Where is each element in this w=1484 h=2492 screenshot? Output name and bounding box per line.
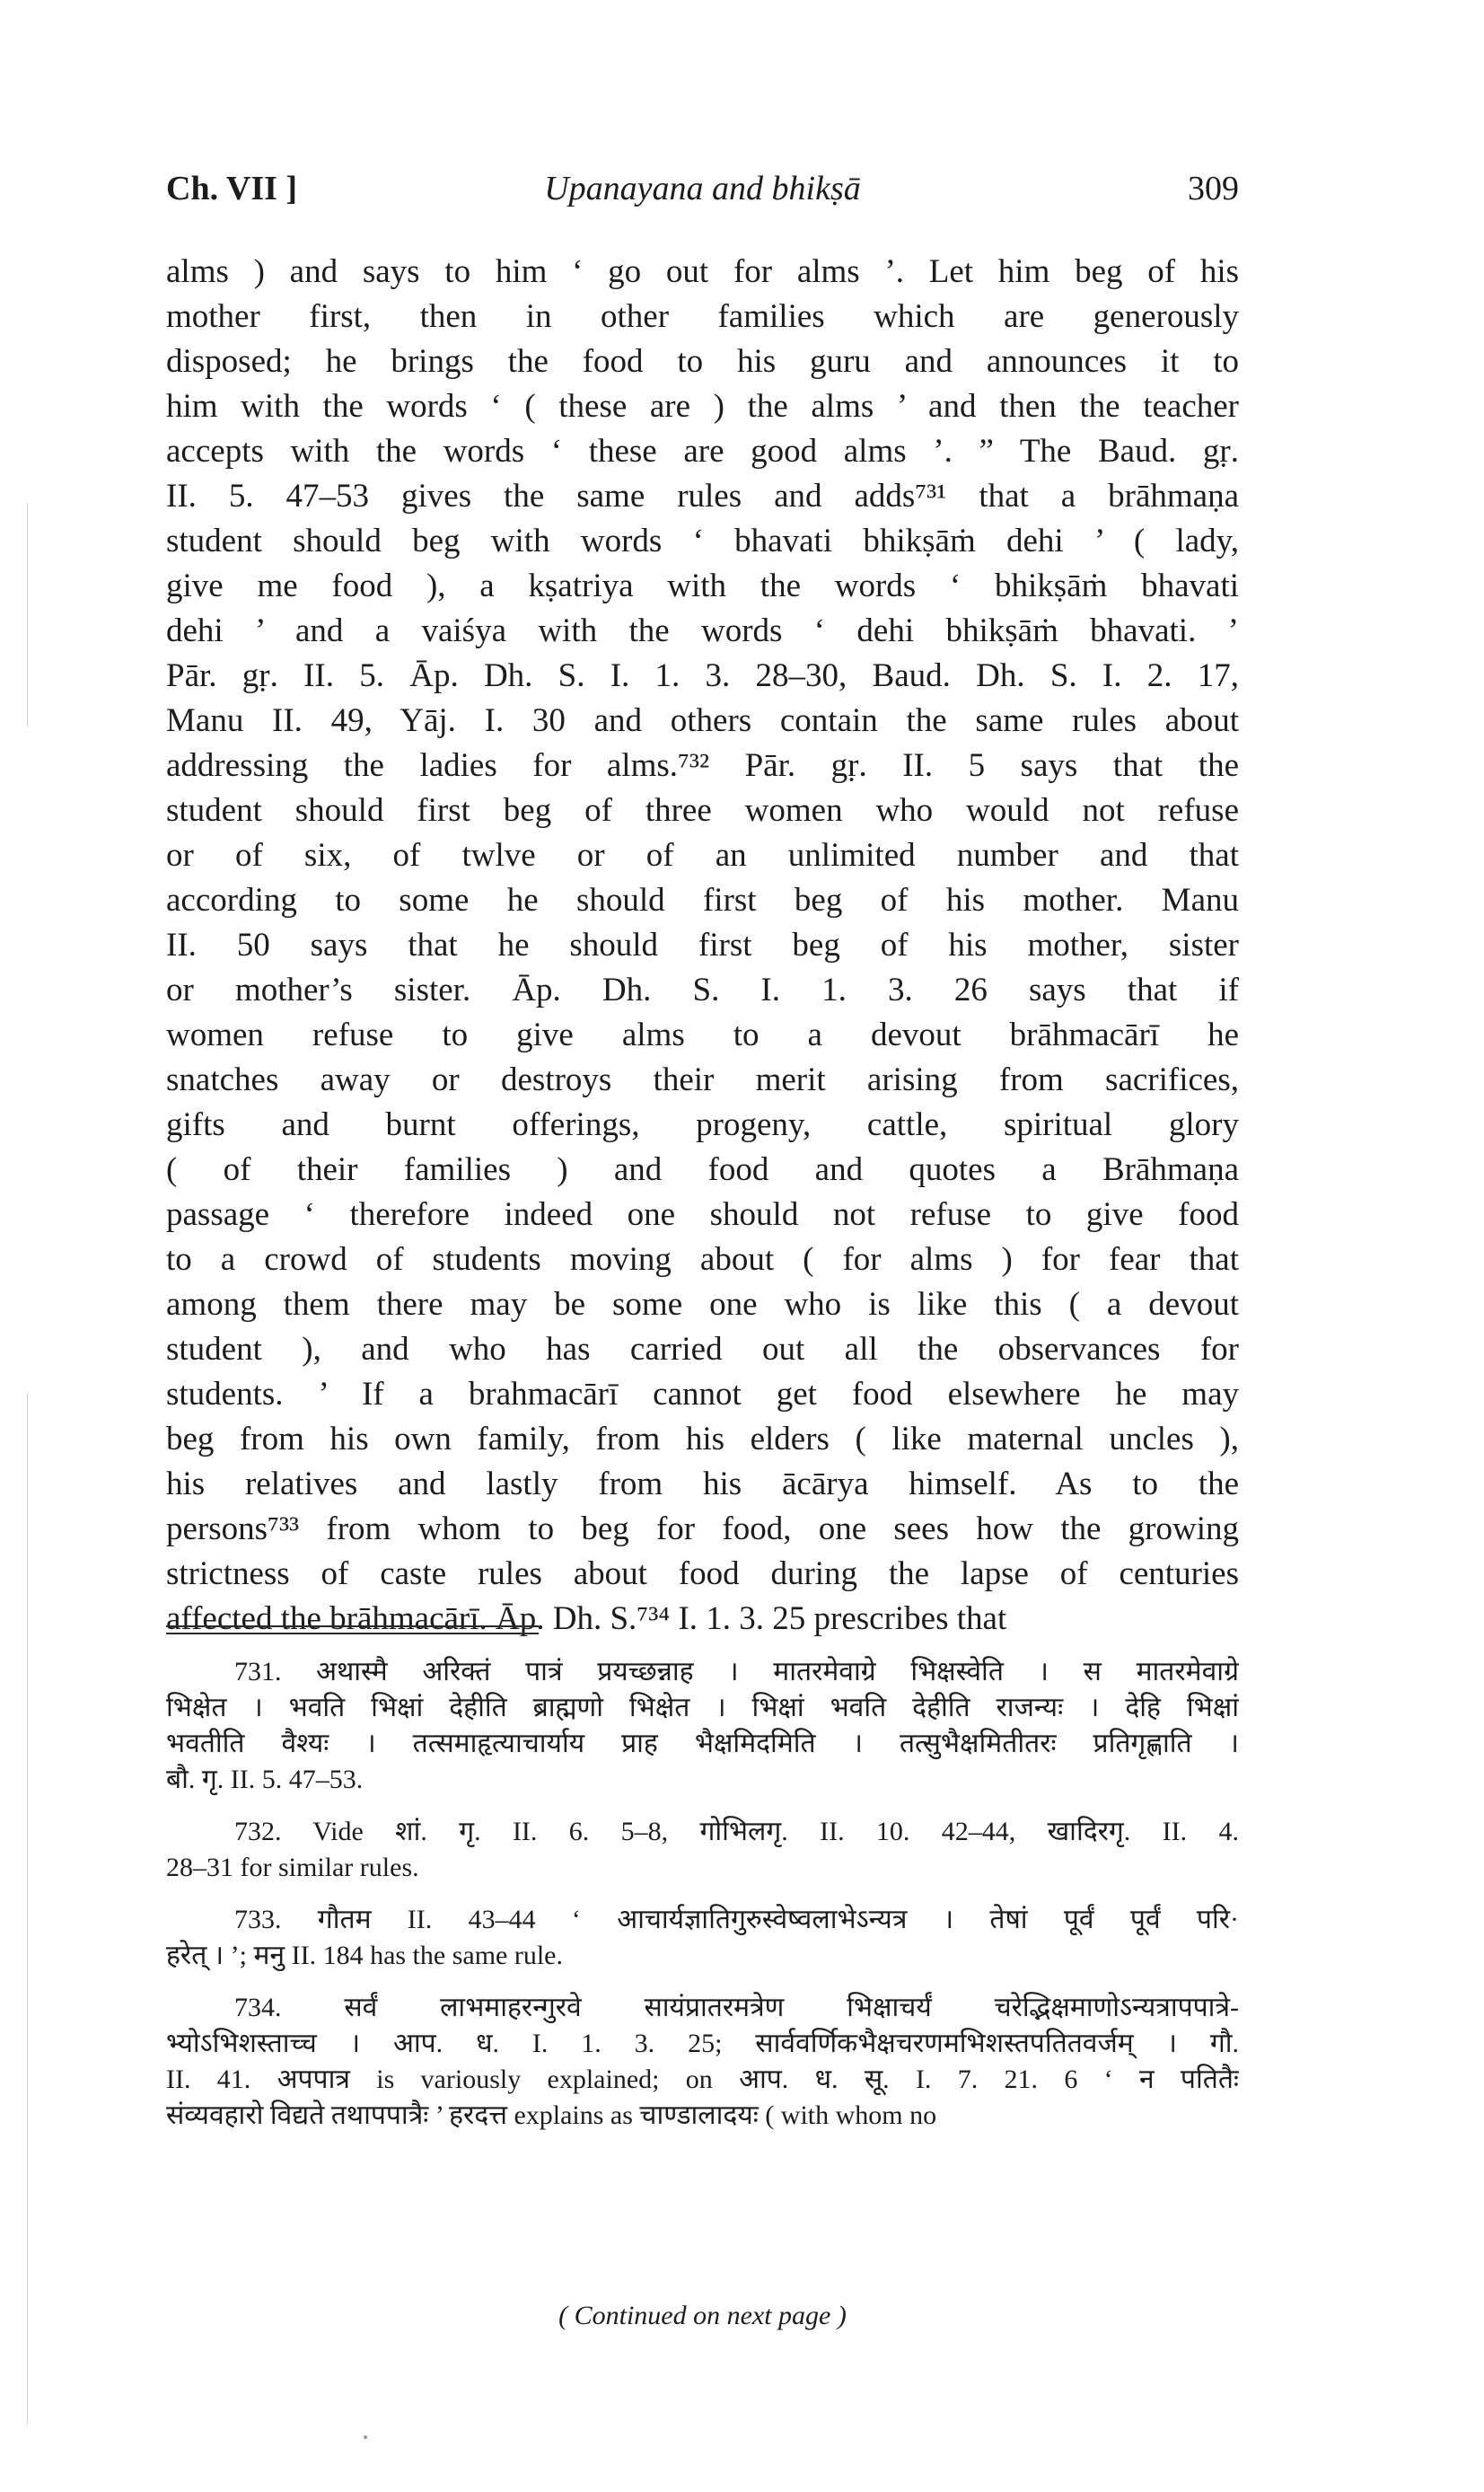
text-line: dehi ’ and a vaiśya with the words ‘ dehi bhikṣāṁ bhavati. ’: [166, 612, 1239, 649]
text-line: Manu II. 49, Yāj. I. 30 and others contain the same rules about: [166, 702, 1239, 739]
text-line: him with the words ‘ ( these are ) the alms ’ and then the teacher: [166, 388, 1239, 425]
footnote-line: भिक्षेत । भवति भिक्षां देहीति ब्राह्मणो भिक्षेत । भिक्षां भवति देहीति राजन्यः । देहि भिक्षां: [166, 1693, 1239, 1722]
running-title: Upanayana and bhikṣā: [544, 170, 861, 207]
text-line: women refuse to give alms to a devout brāhmacārī he: [166, 1017, 1239, 1053]
text-line: II. 5. 47–53 gives the same rules and adds⁷³¹ that a brāhmaṇa: [166, 478, 1239, 515]
text-line: student ), and who has carried out all the observances for: [166, 1331, 1239, 1368]
footnote-line: भवतीति वैश्यः । तत्समाहृत्याचार्याय प्राह भैक्षमिदमिति । तत्सुभैक्षमितीतरः प्रतिगृह्णाति ।: [166, 1729, 1239, 1758]
text-line: strictness of caste rules about food during the lapse of centuries: [166, 1555, 1239, 1592]
footnote: [166, 1814, 1239, 1886]
text-line: passage ‘ therefore indeed one should not refuse to give food: [166, 1196, 1239, 1233]
page-number: 309: [1188, 170, 1239, 207]
text-line: affected the brāhmacārī. Āp. Dh. S.⁷³⁴ I. 1. 3. 25 prescribes that: [166, 1600, 1007, 1637]
text-line: accepts with the words ‘ these are good alms ’. ” The Baud. gṛ.: [166, 433, 1239, 470]
text-line: student should beg with words ‘ bhavati bhikṣāṁ dehi ’ ( lady,: [166, 523, 1239, 559]
footnote-line: बौ. गृ. II. 5. 47–53.: [166, 1765, 364, 1794]
text-line: his relatives and lastly from his ācārya himself. As to the: [166, 1466, 1239, 1502]
continued-note: ( Continued on next page ): [558, 2301, 847, 2330]
text-line: disposed; he brings the food to his guru and announces it to: [166, 343, 1239, 380]
scan-speck: [364, 2435, 367, 2439]
chapter-label: Ch. VII ]: [166, 170, 298, 207]
text-line: or mother’s sister. Āp. Dh. S. I. 1. 3. 26 says that if: [166, 972, 1239, 1008]
text-line: among them there may be some one who is like this ( a devout: [166, 1286, 1239, 1323]
footnote-line: संव्यवहारो विद्यते तथापपात्रैः ’ हरदत्त explains as चाण्डालादयः ( with whom no: [166, 2100, 937, 2130]
text-line: snatches away or destroys their merit arising from sacrifices,: [166, 1061, 1239, 1098]
text-line: alms ) and says to him ‘ go out for alms ’. Let him beg of his: [166, 253, 1239, 290]
text-line: Pār. gṛ. II. 5. Āp. Dh. S. I. 1. 3. 28–30, Baud. Dh. S. I. 2. 17,: [166, 657, 1239, 694]
running-header: [166, 169, 1239, 214]
text-line: to a crowd of students moving about ( for alms ) for fear that: [166, 1241, 1239, 1278]
text-line: II. 50 says that he should first beg of his mother, sister: [166, 927, 1239, 964]
footnotes: [166, 1654, 1239, 2150]
text-line: ( of their families ) and food and quotes a Brāhmaṇa: [166, 1151, 1239, 1188]
footnote-line: 734. सर्वं लाभमाहरन्गुरवे सायंप्रातरमत्रेण भिक्षाचर्यं चरेद्भिक्षमाणोऽन्यत्रापपात्रे-: [234, 1993, 1239, 2022]
text-line: addressing the ladies for alms.⁷³² Pār. gṛ. II. 5 says that the: [166, 747, 1239, 784]
footnote-line: II. 41. अपपात्र is variously explained; on आप. ध. सू. I. 7. 21. 6 ‘ न पतितैः: [166, 2065, 1239, 2094]
text-line: or of six, of twlve or of an unlimited number and that: [166, 837, 1239, 874]
text-line: students. ’ If a brahmacārī cannot get food elsewhere he may: [166, 1376, 1239, 1413]
text-line: give me food ), a kṣatriya with the words ‘ bhikṣāṁ bhavati: [166, 568, 1239, 604]
text-line: according to some he should first beg of his mother. Manu: [166, 882, 1239, 919]
footnote: [166, 1990, 1239, 2134]
footnote-line: 731. अथास्मै अरिक्तं पात्रं प्रयच्छन्नाह । मातरमेवाग्रे भिक्षस्वेति । स मातरमेवाग्रे: [234, 1657, 1239, 1686]
text-line: mother first, then in other families which are generously: [166, 298, 1239, 335]
text-line: persons⁷³³ from whom to beg for food, one sees how the growing: [166, 1510, 1239, 1547]
footnote-line: 28–31 for similar rules.: [166, 1853, 419, 1882]
footnote-line: 732. Vide शां. गृ. II. 6. 5–8, गोभिलगृ. II. 10. 42–44, खादिरगृ. II. 4.: [234, 1817, 1239, 1846]
binding-shadow-line: [27, 1392, 28, 2425]
text-line: student should first beg of three women who would not refuse: [166, 792, 1239, 829]
text-line: gifts and burnt offerings, progeny, cattle, spiritual glory: [166, 1106, 1239, 1143]
footnote-line: हरेत् । ’; मनु II. 184 has the same rule.: [166, 1941, 563, 1970]
footnote: [166, 1654, 1239, 1798]
footnote-line: 733. गौतम II. 43–44 ‘ आचार्यज्ञातिगुरुस्वेष्वलाभेऽन्यत्र । तेषां पूर्वं पूर्वं परि·: [234, 1905, 1239, 1934]
main-text: [166, 250, 1239, 1642]
footnote-separator: [166, 1625, 539, 1634]
binding-shadow-line: [27, 503, 28, 727]
footnote: [166, 1902, 1239, 1974]
text-line: beg from his own family, from his elders ( like maternal uncles ),: [166, 1421, 1239, 1457]
footnote-line: भ्योऽभिशस्ताच्च । आप. ध. I. 1. 3. 25; सार्ववर्णिकभैक्षचरणमभिशस्तपतितवर्जम् । गौ.: [166, 2029, 1239, 2058]
